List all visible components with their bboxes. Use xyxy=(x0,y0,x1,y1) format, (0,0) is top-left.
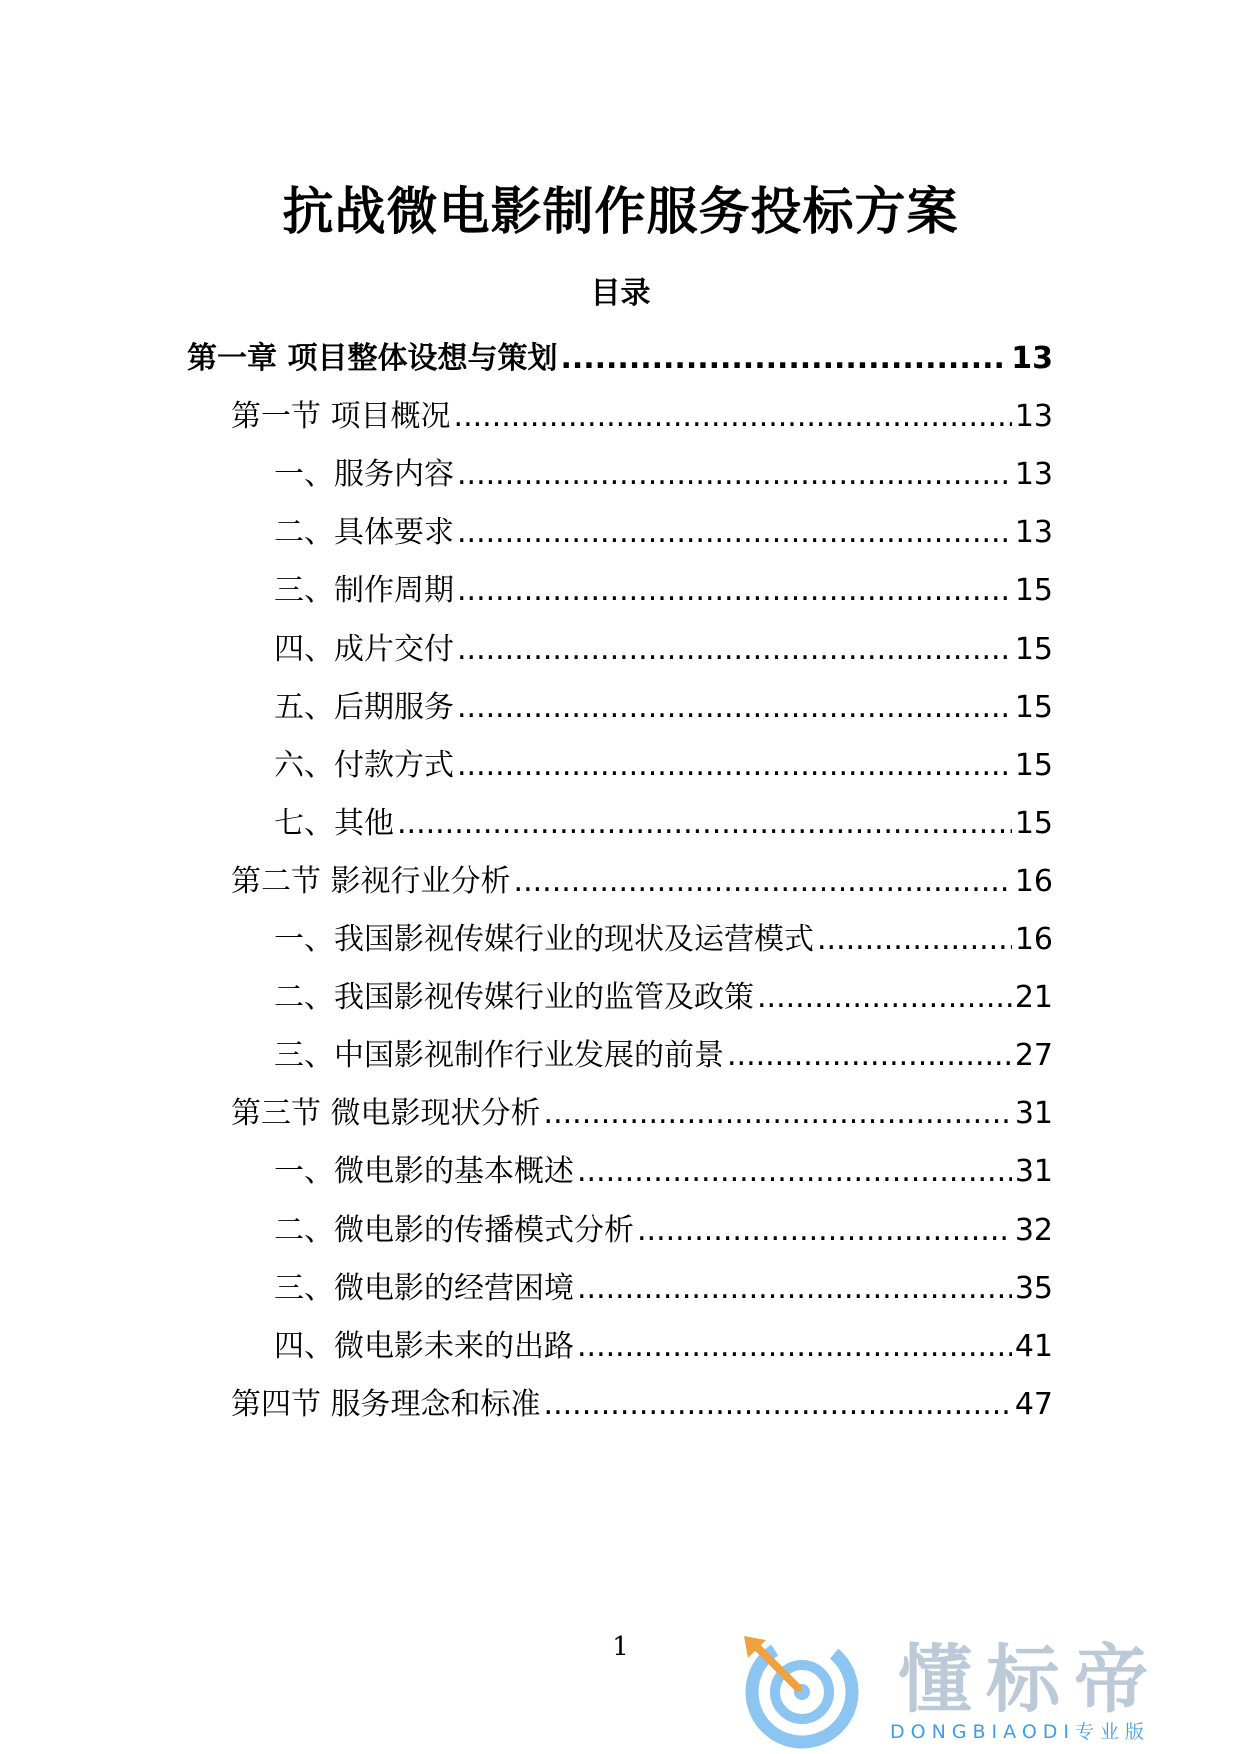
watermark-brand-name: 懂标帝 xyxy=(898,1637,1162,1723)
toc-entry-page: 13 xyxy=(1014,399,1053,435)
toc-entry-page: 31 xyxy=(1014,1096,1053,1132)
toc-entry[interactable] xyxy=(274,1207,1053,1255)
toc-entry-title: 六、付款方式 xyxy=(274,747,454,783)
toc-entry-page: 15 xyxy=(1014,805,1053,841)
toc-entry-title: 五、后期服务 xyxy=(274,689,454,725)
toc-entry-page: 41 xyxy=(1014,1328,1053,1364)
toc-entry[interactable] xyxy=(231,858,1053,906)
toc-entry-title: 一、我国影视传媒行业的现状及运营模式 xyxy=(274,922,814,957)
toc-entry[interactable] xyxy=(274,800,1053,848)
toc-entry-title: 七、其他 xyxy=(274,805,394,841)
watermark xyxy=(740,1632,1220,1750)
toc-entry-page: 16 xyxy=(1014,922,1053,957)
toc-entry-title: 一、服务内容 xyxy=(274,457,454,493)
toc-entry[interactable] xyxy=(274,1148,1053,1196)
document-title: 抗战微电影制作服务投标方案 xyxy=(282,183,959,242)
toc-entry-page: 15 xyxy=(1014,573,1053,609)
toc-entry[interactable] xyxy=(274,626,1053,674)
toc-entry[interactable] xyxy=(274,974,1053,1022)
toc-entry-page: 15 xyxy=(1014,631,1053,667)
toc-entry-page: 21 xyxy=(1014,980,1053,1016)
toc-dot-leader xyxy=(757,974,1012,1022)
toc-entry-title: 一、微电影的基本概述 xyxy=(274,1154,574,1190)
toc-entry[interactable] xyxy=(274,684,1053,732)
target-arrow-logo-icon xyxy=(740,1632,868,1750)
toc-entry-page: 47 xyxy=(1014,1386,1053,1422)
toc-entry-title: 三、制作周期 xyxy=(274,573,454,609)
toc-entry-title: 三、微电影的经营困境 xyxy=(274,1270,574,1306)
toc-entry-title: 二、我国影视传媒行业的监管及政策 xyxy=(274,980,754,1016)
toc-entry-title: 第二节 影视行业分析 xyxy=(231,863,511,899)
toc-entry-page: 13 xyxy=(1014,515,1053,551)
toc-entry-page: 16 xyxy=(1014,863,1053,899)
watermark-subtitle: DONGBIAODI专业版 xyxy=(890,1721,1151,1743)
toc-entry-title: 三、中国影视制作行业发展的前景 xyxy=(274,1038,724,1074)
toc-entry[interactable] xyxy=(274,1265,1053,1313)
toc-entry-page: 13 xyxy=(1014,457,1053,493)
toc-dot-leader xyxy=(457,567,1012,615)
toc-entry[interactable] xyxy=(231,1381,1053,1429)
toc-entry-page: 15 xyxy=(1014,747,1053,783)
toc-dot-leader xyxy=(514,858,1012,906)
toc-dot-leader xyxy=(544,1381,1012,1429)
toc-dot-leader xyxy=(457,451,1012,499)
toc-entry-title: 第三节 微电影现状分析 xyxy=(231,1096,541,1132)
toc-dot-leader xyxy=(577,1265,1012,1313)
toc-entry[interactable] xyxy=(231,1090,1053,1138)
toc-entry-title: 四、成片交付 xyxy=(274,631,454,667)
toc-entry-page: 35 xyxy=(1014,1270,1053,1306)
toc-entry-page: 15 xyxy=(1014,689,1053,725)
toc-entry-page: 13 xyxy=(1011,341,1053,376)
toc-dot-leader xyxy=(457,742,1012,790)
toc-entry[interactable] xyxy=(274,1323,1053,1371)
toc-entry-title: 四、微电影未来的出路 xyxy=(274,1328,574,1364)
toc-dot-leader xyxy=(727,1032,1012,1080)
toc-entry[interactable] xyxy=(274,1032,1053,1080)
toc-dot-leader xyxy=(560,335,1008,383)
page-number: 1 xyxy=(612,1632,629,1662)
toc-entry[interactable] xyxy=(274,451,1053,499)
toc-entry[interactable] xyxy=(274,567,1053,615)
toc-dot-leader xyxy=(457,509,1012,557)
toc-entry-page: 31 xyxy=(1014,1154,1053,1190)
toc-entry[interactable] xyxy=(187,335,1053,383)
toc-dot-leader xyxy=(544,1090,1012,1138)
toc-dot-leader xyxy=(397,800,1012,848)
toc-dot-leader xyxy=(457,684,1012,732)
toc-entry[interactable] xyxy=(274,742,1053,790)
toc-dot-leader xyxy=(577,1323,1012,1371)
toc-heading: 目录 xyxy=(590,276,651,311)
toc-dot-leader xyxy=(577,1148,1012,1196)
toc-entry[interactable] xyxy=(274,916,1053,964)
toc-entry-title: 第一章 项目整体设想与策划 xyxy=(187,341,558,376)
toc-entry[interactable] xyxy=(274,509,1053,557)
toc-entry-page: 32 xyxy=(1014,1212,1053,1248)
toc-entry[interactable] xyxy=(231,393,1053,441)
toc-entry-title: 二、具体要求 xyxy=(274,515,454,551)
toc-entry-title: 第一节 项目概况 xyxy=(231,399,451,435)
toc-entry-page: 27 xyxy=(1014,1038,1053,1074)
toc-dot-leader xyxy=(637,1207,1012,1255)
toc-entry-title: 二、微电影的传播模式分析 xyxy=(274,1212,634,1248)
toc-entry-title: 第四节 服务理念和标准 xyxy=(231,1386,541,1422)
toc-dot-leader xyxy=(454,393,1012,441)
toc-dot-leader xyxy=(817,916,1012,964)
toc-dot-leader xyxy=(457,626,1012,674)
